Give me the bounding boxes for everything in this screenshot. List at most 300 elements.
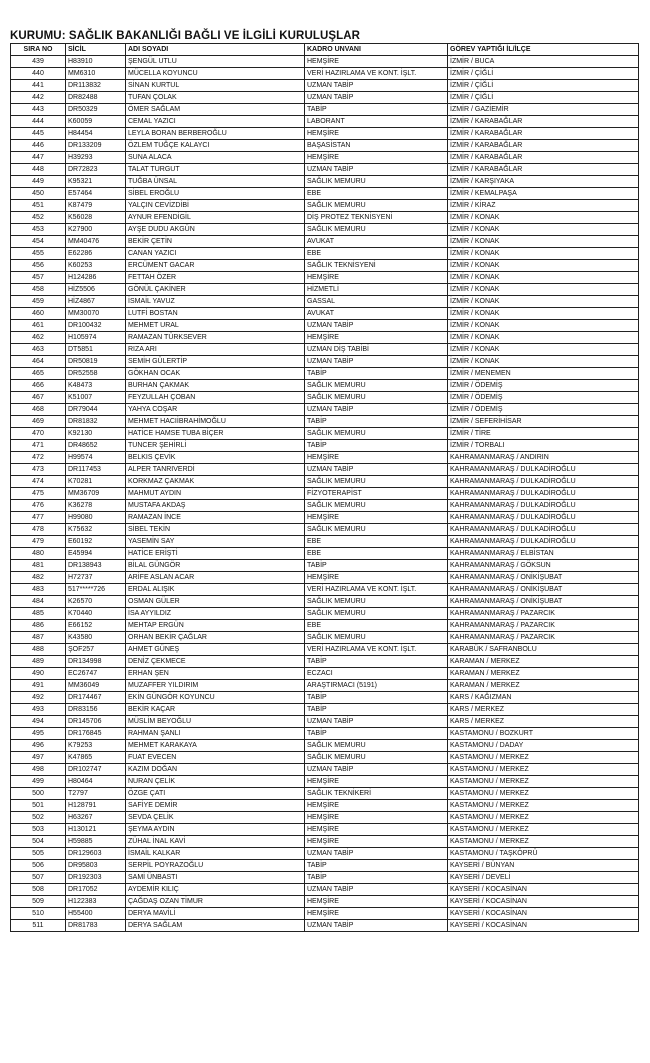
- cell-sira-no: 482: [11, 572, 66, 584]
- cell-sicil: DR102747: [66, 764, 126, 776]
- cell-sira-no: 442: [11, 92, 66, 104]
- cell-sicil: DR50819: [66, 356, 126, 368]
- table-row: [11, 884, 639, 896]
- header-adi-soyadi: ADI SOYADI: [126, 44, 305, 56]
- table-row: [11, 728, 639, 740]
- cell-kadro-unvani: HEMŞİRE: [305, 896, 448, 908]
- cell-sicil: DR95803: [66, 860, 126, 872]
- table-row: [11, 584, 639, 596]
- cell-adi-soyadi: SAMİ ÜNBASTI: [126, 872, 305, 884]
- cell-kadro-unvani: HEMŞİRE: [305, 572, 448, 584]
- cell-adi-soyadi: ERDAL ALIŞIK: [126, 584, 305, 596]
- personnel-table: [10, 43, 639, 932]
- cell-sicil: K60059: [66, 116, 126, 128]
- cell-gorev-yeri: İZMİR / KONAK: [448, 272, 639, 284]
- cell-adi-soyadi: DERYA MAVİLİ: [126, 908, 305, 920]
- cell-gorev-yeri: KASTAMONU / TAŞKÖPRÜ: [448, 848, 639, 860]
- table-row: [11, 632, 639, 644]
- cell-kadro-unvani: UZMAN TABİP: [305, 164, 448, 176]
- table-row: [11, 908, 639, 920]
- cell-gorev-yeri: İZMİR / GAZİEMİR: [448, 104, 639, 116]
- cell-sicil: DR48652: [66, 440, 126, 452]
- table-row: [11, 116, 639, 128]
- cell-adi-soyadi: KAZIM DOĞAN: [126, 764, 305, 776]
- document-title: KURUMU: SAĞLIK BAKANLIĞI BAĞLI VE İLGİLİ KURULUŞLAR: [10, 30, 361, 42]
- table-row: [11, 812, 639, 824]
- cell-sicil: HİZ4867: [66, 296, 126, 308]
- cell-kadro-unvani: SAĞLIK MEMURU: [305, 596, 448, 608]
- cell-sicil: ŞOF257: [66, 644, 126, 656]
- cell-adi-soyadi: CEMAL YAZICI: [126, 116, 305, 128]
- cell-kadro-unvani: EBE: [305, 248, 448, 260]
- cell-sicil: H124286: [66, 272, 126, 284]
- cell-sira-no: 443: [11, 104, 66, 116]
- cell-adi-soyadi: YASEMİN SAY: [126, 536, 305, 548]
- cell-adi-soyadi: TUNCER ŞEHİRLİ: [126, 440, 305, 452]
- cell-gorev-yeri: KASTAMONU / MERKEZ: [448, 812, 639, 824]
- cell-sira-no: 450: [11, 188, 66, 200]
- cell-kadro-unvani: TABİP: [305, 416, 448, 428]
- cell-kadro-unvani: TABİP: [305, 872, 448, 884]
- cell-sicil: HİZ5506: [66, 284, 126, 296]
- cell-kadro-unvani: TABİP: [305, 860, 448, 872]
- cell-adi-soyadi: YALÇIN CEVİZDİBİ: [126, 200, 305, 212]
- cell-adi-soyadi: ERCÜMENT GACAR: [126, 260, 305, 272]
- cell-gorev-yeri: İZMİR / ÇİĞLİ: [448, 68, 639, 80]
- cell-sicil: MM6310: [66, 68, 126, 80]
- table-row: [11, 296, 639, 308]
- cell-sicil: H105974: [66, 332, 126, 344]
- cell-gorev-yeri: KASTAMONU / MERKEZ: [448, 752, 639, 764]
- cell-gorev-yeri: KAHRAMANMARAŞ / ELBİSTAN: [448, 548, 639, 560]
- cell-gorev-yeri: İZMİR / KONAK: [448, 236, 639, 248]
- header-kadro-unvani: KADRO UNVANI: [305, 44, 448, 56]
- cell-gorev-yeri: İZMİR / KARABAĞLAR: [448, 128, 639, 140]
- cell-adi-soyadi: MEHTAP ERGÜN: [126, 620, 305, 632]
- cell-sira-no: 451: [11, 200, 66, 212]
- cell-gorev-yeri: İZMİR / KİRAZ: [448, 200, 639, 212]
- cell-gorev-yeri: KAHRAMANMARAŞ / ANDIRIN: [448, 452, 639, 464]
- cell-adi-soyadi: YAHYA COŞAR: [126, 404, 305, 416]
- cell-adi-soyadi: RIZA ARI: [126, 344, 305, 356]
- cell-kadro-unvani: HEMŞİRE: [305, 824, 448, 836]
- table-row: [11, 272, 639, 284]
- cell-gorev-yeri: KASTAMONU / MERKEZ: [448, 836, 639, 848]
- cell-adi-soyadi: MAHMUT AYDIN: [126, 488, 305, 500]
- cell-kadro-unvani: AVUKAT: [305, 308, 448, 320]
- cell-gorev-yeri: KAYSERİ / KOCASİNAN: [448, 896, 639, 908]
- cell-gorev-yeri: KAHRAMANMARAŞ / GÖKSUN: [448, 560, 639, 572]
- cell-sicil: K87479: [66, 200, 126, 212]
- cell-sira-no: 468: [11, 404, 66, 416]
- cell-adi-soyadi: SAFİYE DEMİR: [126, 800, 305, 812]
- cell-kadro-unvani: SAĞLIK MEMURU: [305, 500, 448, 512]
- cell-sicil: T2797: [66, 788, 126, 800]
- cell-sira-no: 500: [11, 788, 66, 800]
- table-row: [11, 392, 639, 404]
- cell-gorev-yeri: KAHRAMANMARAŞ / DULKADİROĞLU: [448, 500, 639, 512]
- cell-kadro-unvani: ARAŞTIRMACI (5191): [305, 680, 448, 692]
- cell-kadro-unvani: UZMAN DİŞ TABİBİ: [305, 344, 448, 356]
- cell-sicil: K51007: [66, 392, 126, 404]
- cell-adi-soyadi: AYNUR EFENDİGİL: [126, 212, 305, 224]
- table-row: [11, 68, 639, 80]
- cell-kadro-unvani: TABİP: [305, 728, 448, 740]
- cell-sicil: 517*****726: [66, 584, 126, 596]
- cell-gorev-yeri: İZMİR / KONAK: [448, 284, 639, 296]
- cell-adi-soyadi: NURAN ÇELİK: [126, 776, 305, 788]
- cell-kadro-unvani: UZMAN TABİP: [305, 716, 448, 728]
- cell-kadro-unvani: SAĞLIK MEMURU: [305, 428, 448, 440]
- table-row: [11, 320, 639, 332]
- table-row: [11, 512, 639, 524]
- table-row: [11, 800, 639, 812]
- cell-sicil: DR72823: [66, 164, 126, 176]
- cell-kadro-unvani: EBE: [305, 536, 448, 548]
- cell-adi-soyadi: RAMAZAN TÜRKSEVER: [126, 332, 305, 344]
- cell-sicil: K36278: [66, 500, 126, 512]
- cell-gorev-yeri: İZMİR / KONAK: [448, 260, 639, 272]
- cell-kadro-unvani: SAĞLIK MEMURU: [305, 392, 448, 404]
- cell-kadro-unvani: UZMAN TABİP: [305, 92, 448, 104]
- table-row: [11, 536, 639, 548]
- cell-sira-no: 445: [11, 128, 66, 140]
- cell-sira-no: 465: [11, 368, 66, 380]
- cell-sira-no: 498: [11, 764, 66, 776]
- cell-sicil: DR133209: [66, 140, 126, 152]
- cell-kadro-unvani: HEMŞİRE: [305, 836, 448, 848]
- cell-adi-soyadi: İSMAİL KALKAR: [126, 848, 305, 860]
- table-row: [11, 464, 639, 476]
- cell-kadro-unvani: TABİP: [305, 656, 448, 668]
- cell-sira-no: 506: [11, 860, 66, 872]
- table-row: [11, 572, 639, 584]
- cell-kadro-unvani: UZMAN TABİP: [305, 464, 448, 476]
- cell-sicil: DR138943: [66, 560, 126, 572]
- table-row: [11, 740, 639, 752]
- cell-sira-no: 495: [11, 728, 66, 740]
- cell-kadro-unvani: EBE: [305, 188, 448, 200]
- cell-sira-no: 491: [11, 680, 66, 692]
- cell-kadro-unvani: SAĞLIK MEMURU: [305, 224, 448, 236]
- cell-gorev-yeri: KARAMAN / MERKEZ: [448, 680, 639, 692]
- cell-sira-no: 449: [11, 176, 66, 188]
- cell-sira-no: 456: [11, 260, 66, 272]
- cell-sicil: K48473: [66, 380, 126, 392]
- cell-gorev-yeri: KARAMAN / MERKEZ: [448, 656, 639, 668]
- cell-kadro-unvani: TABİP: [305, 692, 448, 704]
- cell-sira-no: 492: [11, 692, 66, 704]
- table-row: [11, 236, 639, 248]
- cell-kadro-unvani: UZMAN TABİP: [305, 356, 448, 368]
- cell-sicil: K47865: [66, 752, 126, 764]
- cell-sicil: H84454: [66, 128, 126, 140]
- cell-sicil: E62286: [66, 248, 126, 260]
- cell-kadro-unvani: SAĞLIK MEMURU: [305, 200, 448, 212]
- cell-adi-soyadi: TALAT TURGUT: [126, 164, 305, 176]
- cell-sicil: H39293: [66, 152, 126, 164]
- cell-sira-no: 463: [11, 344, 66, 356]
- table-row: [11, 212, 639, 224]
- cell-sira-no: 453: [11, 224, 66, 236]
- cell-kadro-unvani: TABİP: [305, 368, 448, 380]
- cell-sira-no: 507: [11, 872, 66, 884]
- table-row: [11, 716, 639, 728]
- table-row: [11, 92, 639, 104]
- cell-sicil: DR134998: [66, 656, 126, 668]
- cell-adi-soyadi: FETTAH ÖZER: [126, 272, 305, 284]
- table-row: [11, 848, 639, 860]
- cell-kadro-unvani: EBE: [305, 620, 448, 632]
- cell-kadro-unvani: HEMŞİRE: [305, 452, 448, 464]
- cell-sicil: H59885: [66, 836, 126, 848]
- cell-sira-no: 439: [11, 56, 66, 68]
- header-sira-no: SIRA NO: [11, 44, 66, 56]
- cell-sira-no: 488: [11, 644, 66, 656]
- cell-adi-soyadi: ERHAN ŞEN: [126, 668, 305, 680]
- cell-adi-soyadi: SEVDA ÇELİK: [126, 812, 305, 824]
- cell-kadro-unvani: GASSAL: [305, 296, 448, 308]
- cell-sira-no: 448: [11, 164, 66, 176]
- cell-adi-soyadi: ÖZLEM TUĞÇE KALAYCI: [126, 140, 305, 152]
- cell-adi-soyadi: MÜCELLA KOYUNCU: [126, 68, 305, 80]
- cell-sira-no: 446: [11, 140, 66, 152]
- cell-sira-no: 504: [11, 836, 66, 848]
- cell-gorev-yeri: İZMİR / ÖDEMİŞ: [448, 392, 639, 404]
- cell-sira-no: 455: [11, 248, 66, 260]
- cell-sira-no: 505: [11, 848, 66, 860]
- cell-adi-soyadi: LUTFİ BOSTAN: [126, 308, 305, 320]
- cell-sicil: DR82488: [66, 92, 126, 104]
- table-header: [11, 44, 639, 56]
- cell-kadro-unvani: TABİP: [305, 104, 448, 116]
- cell-sira-no: 471: [11, 440, 66, 452]
- cell-kadro-unvani: HEMŞİRE: [305, 800, 448, 812]
- cell-sicil: E45994: [66, 548, 126, 560]
- cell-gorev-yeri: KASTAMONU / MERKEZ: [448, 788, 639, 800]
- cell-sira-no: 464: [11, 356, 66, 368]
- cell-sicil: H63267: [66, 812, 126, 824]
- cell-kadro-unvani: SAĞLIK MEMURU: [305, 524, 448, 536]
- cell-sicil: K26570: [66, 596, 126, 608]
- cell-adi-soyadi: HATİCE ERİŞTİ: [126, 548, 305, 560]
- cell-adi-soyadi: İSMAİL YAVUZ: [126, 296, 305, 308]
- cell-sira-no: 509: [11, 896, 66, 908]
- table-row: [11, 260, 639, 272]
- header-row: [11, 44, 639, 56]
- cell-adi-soyadi: BEKİR KAÇAR: [126, 704, 305, 716]
- cell-sicil: MM36049: [66, 680, 126, 692]
- cell-kadro-unvani: TABİP: [305, 560, 448, 572]
- cell-sicil: K56028: [66, 212, 126, 224]
- cell-kadro-unvani: SAĞLIK MEMURU: [305, 752, 448, 764]
- cell-adi-soyadi: BİLAL GÜNGÖR: [126, 560, 305, 572]
- cell-adi-soyadi: SİBEL TEKİN: [126, 524, 305, 536]
- cell-gorev-yeri: İZMİR / KARABAĞLAR: [448, 116, 639, 128]
- cell-gorev-yeri: KASTAMONU / MERKEZ: [448, 824, 639, 836]
- table-row: [11, 56, 639, 68]
- cell-kadro-unvani: TABİP: [305, 704, 448, 716]
- cell-gorev-yeri: İZMİR / KARABAĞLAR: [448, 164, 639, 176]
- cell-adi-soyadi: RAHMAN ŞANLI: [126, 728, 305, 740]
- cell-sicil: K95321: [66, 176, 126, 188]
- table-row: [11, 704, 639, 716]
- cell-sira-no: 444: [11, 116, 66, 128]
- cell-kadro-unvani: HEMŞİRE: [305, 272, 448, 284]
- cell-sira-no: 460: [11, 308, 66, 320]
- table-row: [11, 140, 639, 152]
- cell-sira-no: 467: [11, 392, 66, 404]
- cell-kadro-unvani: LABORANT: [305, 116, 448, 128]
- cell-sira-no: 484: [11, 596, 66, 608]
- table-row: [11, 344, 639, 356]
- cell-kadro-unvani: SAĞLIK MEMURU: [305, 380, 448, 392]
- table-row: [11, 428, 639, 440]
- cell-kadro-unvani: SAĞLIK MEMURU: [305, 740, 448, 752]
- cell-sira-no: 472: [11, 452, 66, 464]
- cell-sicil: H130121: [66, 824, 126, 836]
- cell-kadro-unvani: HEMŞİRE: [305, 908, 448, 920]
- cell-kadro-unvani: SAĞLIK MEMURU: [305, 608, 448, 620]
- table-row: [11, 488, 639, 500]
- cell-adi-soyadi: MEHMET HACIİBRAHİMOĞLU: [126, 416, 305, 428]
- table-row: [11, 560, 639, 572]
- cell-adi-soyadi: TUFAN ÇOLAK: [126, 92, 305, 104]
- cell-kadro-unvani: BAŞASİSTAN: [305, 140, 448, 152]
- cell-sira-no: 486: [11, 620, 66, 632]
- cell-sira-no: 441: [11, 80, 66, 92]
- cell-adi-soyadi: DERYA SAĞLAM: [126, 920, 305, 932]
- cell-sira-no: 457: [11, 272, 66, 284]
- cell-sira-no: 447: [11, 152, 66, 164]
- table-row: [11, 224, 639, 236]
- cell-adi-soyadi: SEMİH GÜLERTİP: [126, 356, 305, 368]
- cell-adi-soyadi: ZÜHAL İNAL KAVİ: [126, 836, 305, 848]
- cell-adi-soyadi: HATİCE HAMSE TUBA BİÇER: [126, 428, 305, 440]
- table-body: [11, 56, 639, 932]
- cell-gorev-yeri: KARS / MERKEZ: [448, 704, 639, 716]
- cell-sicil: H72737: [66, 572, 126, 584]
- cell-sicil: DR117453: [66, 464, 126, 476]
- cell-adi-soyadi: SİBEL EROĞLU: [126, 188, 305, 200]
- cell-adi-soyadi: OSMAN GÜLER: [126, 596, 305, 608]
- cell-adi-soyadi: ÇAĞDAŞ OZAN TİMUR: [126, 896, 305, 908]
- table-row: [11, 476, 639, 488]
- cell-sira-no: 473: [11, 464, 66, 476]
- cell-gorev-yeri: İZMİR / KONAK: [448, 212, 639, 224]
- cell-gorev-yeri: KAHRAMANMARAŞ / PAZARCIK: [448, 632, 639, 644]
- cell-adi-soyadi: BELKIS ÇEVİK: [126, 452, 305, 464]
- table-row: [11, 656, 639, 668]
- cell-gorev-yeri: KASTAMONU / MERKEZ: [448, 764, 639, 776]
- cell-sicil: K75632: [66, 524, 126, 536]
- cell-gorev-yeri: KAHRAMANMARAŞ / DULKADİROĞLU: [448, 524, 639, 536]
- cell-gorev-yeri: KAYSERİ / KOCASİNAN: [448, 908, 639, 920]
- cell-sicil: H99080: [66, 512, 126, 524]
- cell-adi-soyadi: MEHMET KARAKAYA: [126, 740, 305, 752]
- cell-gorev-yeri: İZMİR / TORBALI: [448, 440, 639, 452]
- cell-adi-soyadi: CANAN YAZICI: [126, 248, 305, 260]
- cell-sicil: DR100432: [66, 320, 126, 332]
- cell-gorev-yeri: İZMİR / KONAK: [448, 344, 639, 356]
- cell-gorev-yeri: KAHRAMANMARAŞ / DULKADİROĞLU: [448, 476, 639, 488]
- cell-sira-no: 478: [11, 524, 66, 536]
- cell-gorev-yeri: İZMİR / KEMALPAŞA: [448, 188, 639, 200]
- cell-sira-no: 483: [11, 584, 66, 596]
- cell-adi-soyadi: GÖKHAN OCAK: [126, 368, 305, 380]
- cell-adi-soyadi: RAMAZAN İNCE: [126, 512, 305, 524]
- cell-gorev-yeri: İZMİR / KONAK: [448, 308, 639, 320]
- table-row: [11, 644, 639, 656]
- cell-adi-soyadi: FEYZULLAH ÇOBAN: [126, 392, 305, 404]
- cell-sicil: DR145706: [66, 716, 126, 728]
- cell-sicil: MM30070: [66, 308, 126, 320]
- cell-kadro-unvani: HEMŞİRE: [305, 152, 448, 164]
- cell-adi-soyadi: ORHAN BEKİR ÇAĞLAR: [126, 632, 305, 644]
- table-row: [11, 776, 639, 788]
- cell-gorev-yeri: İZMİR / MENEMEN: [448, 368, 639, 380]
- cell-adi-soyadi: EKİN GÜNGÖR KOYUNCU: [126, 692, 305, 704]
- cell-gorev-yeri: KARS / MERKEZ: [448, 716, 639, 728]
- table-row: [11, 836, 639, 848]
- cell-gorev-yeri: İZMİR / ÇİĞLİ: [448, 80, 639, 92]
- cell-sicil: E60192: [66, 536, 126, 548]
- cell-adi-soyadi: FUAT EVECEN: [126, 752, 305, 764]
- cell-sira-no: 476: [11, 500, 66, 512]
- cell-kadro-unvani: FİZYOTERAPİST: [305, 488, 448, 500]
- table-row: [11, 332, 639, 344]
- cell-gorev-yeri: İZMİR / KARABAĞLAR: [448, 152, 639, 164]
- cell-sira-no: 511: [11, 920, 66, 932]
- cell-gorev-yeri: KARAMAN / MERKEZ: [448, 668, 639, 680]
- cell-sicil: MM36709: [66, 488, 126, 500]
- cell-gorev-yeri: KAYSERİ / DEVELİ: [448, 872, 639, 884]
- cell-sira-no: 470: [11, 428, 66, 440]
- cell-kadro-unvani: SAĞLIK TEKNİSYENİ: [305, 260, 448, 272]
- cell-kadro-unvani: VERİ HAZIRLAMA VE KONT. İŞLT.: [305, 584, 448, 596]
- table-row: [11, 164, 639, 176]
- cell-kadro-unvani: HEMŞİRE: [305, 128, 448, 140]
- cell-sira-no: 461: [11, 320, 66, 332]
- cell-gorev-yeri: İZMİR / KONAK: [448, 332, 639, 344]
- cell-adi-soyadi: AHMET GÜNEŞ: [126, 644, 305, 656]
- cell-adi-soyadi: BURHAN ÇAKMAK: [126, 380, 305, 392]
- cell-sira-no: 501: [11, 800, 66, 812]
- table-row: [11, 680, 639, 692]
- table-row: [11, 404, 639, 416]
- cell-adi-soyadi: MÜSLİM BEYOĞLU: [126, 716, 305, 728]
- cell-gorev-yeri: İZMİR / KARABAĞLAR: [448, 140, 639, 152]
- cell-gorev-yeri: İZMİR / TİRE: [448, 428, 639, 440]
- cell-sira-no: 497: [11, 752, 66, 764]
- cell-kadro-unvani: UZMAN TABİP: [305, 884, 448, 896]
- table-row: [11, 380, 639, 392]
- table-row: [11, 500, 639, 512]
- table-row: [11, 128, 639, 140]
- table-row: [11, 824, 639, 836]
- cell-sira-no: 510: [11, 908, 66, 920]
- cell-sira-no: 469: [11, 416, 66, 428]
- cell-sira-no: 462: [11, 332, 66, 344]
- cell-gorev-yeri: İZMİR / SEFERİHİSAR: [448, 416, 639, 428]
- cell-kadro-unvani: HİZMETLİ: [305, 284, 448, 296]
- table-row: [11, 752, 639, 764]
- cell-gorev-yeri: KASTAMONU / MERKEZ: [448, 800, 639, 812]
- cell-adi-soyadi: GÖNÜL ÇAKİNER: [126, 284, 305, 296]
- cell-kadro-unvani: HEMŞİRE: [305, 776, 448, 788]
- cell-sira-no: 459: [11, 296, 66, 308]
- table-row: [11, 920, 639, 932]
